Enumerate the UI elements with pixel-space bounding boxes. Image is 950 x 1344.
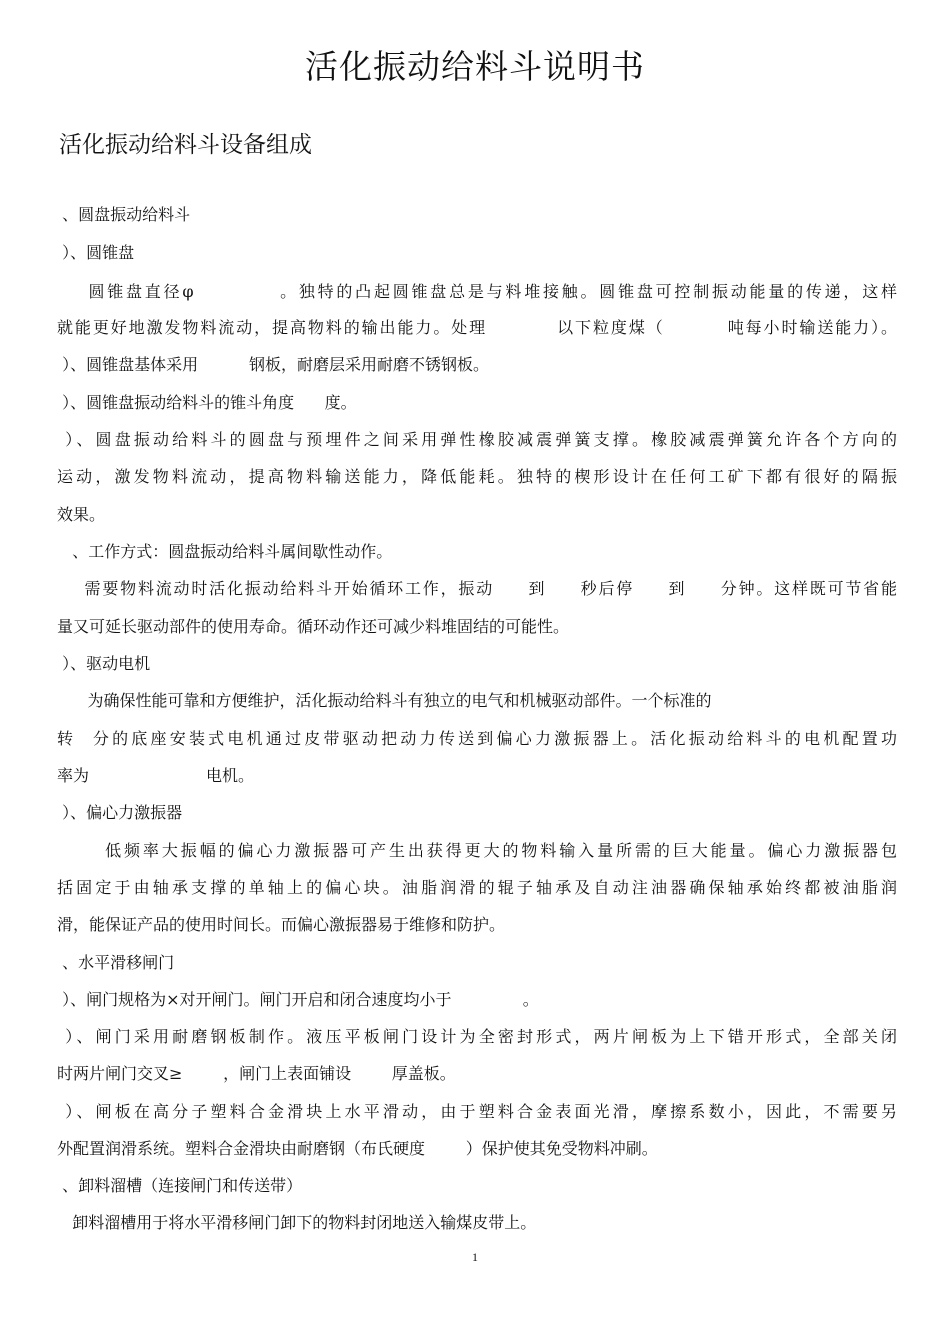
list-item: ）、偏心力激振器 [57,803,183,822]
paragraph-line: 转 分的底座安装式电机通过皮带驱动把动力传送到偏心力激振器上。活化振动给料斗的电机配置功 [57,729,897,748]
paragraph-line: 外配置润滑系统。塑料合金滑块由耐磨钢（布氏硬度 ）保护使其免受物料冲刷。 [57,1139,658,1158]
list-item: ）、圆锥盘 [57,243,135,262]
list-item: 、水平滑移闸门 [57,953,175,972]
page-number: 1 [472,1250,478,1264]
list-item: ）、圆锥盘振动给料斗的锥斗角度 度。 [57,393,357,412]
paragraph-line: 量又可延长驱动部件的使用寿命。循环动作还可减少料堆固结的可能性。 [57,617,570,636]
paragraph-line: 就能更好地激发物料流动，提高物料的输出能力。处理 以下粒度煤（ 吨每小时输送能力）。 [57,318,897,337]
paragraph-line: 率为 电机。 [57,766,254,785]
paragraph-line: ）、圆盘振动给料斗的圆盘与预埋件之间采用弹性橡胶减震弹簧支撑。橡胶减震弹簧允许各个方向的 [57,430,897,449]
paragraph-line: 卸料溜槽用于将水平滑移闸门卸下的物料封闭地送入输煤皮带上。 [57,1213,537,1232]
paragraph-line: 括固定于由轴承支撑的单轴上的偏心块。油脂润滑的辊子轴承及自动注油器确保轴承始终都被油脂润 [57,878,897,897]
list-item: ）、驱动电机 [57,654,151,673]
paragraph-line: 圆锥盘直径φ 。独特的凸起圆锥盘总是与料堆接触。圆锥盘可控制振动能量的传递，这样 [57,282,897,301]
paragraph-line: ）、闸板在高分子塑料合金滑块上水平滑动，由于塑料合金表面光滑，摩擦系数小，因此，不需要另 [57,1102,897,1121]
list-item: 、圆盘振动给料斗 [57,205,191,224]
paragraph-line: ）、闸门采用耐磨钢板制作。液压平板闸门设计为全密封形式，两片闸板为上下错开形式，全部关闭 [57,1027,897,1046]
paragraph-line: 低频率大振幅的偏心力激振器可产生出获得更大的物料输入量所需的巨大能量。偏心力激振器包 [57,841,897,860]
paragraph-line: 时两片闸门交叉≥ ，闸门上表面铺设 厚盖板。 [57,1064,456,1083]
paragraph-line: 效果。 [57,505,106,524]
section-heading: 活化振动给料斗设备组成 [59,132,312,158]
list-item: ）、圆锥盘基体采用 钢板，耐磨层采用耐磨不锈钢板。 [57,355,489,374]
document-title: 活化振动给料斗说明书 [305,47,645,86]
list-item: 、工作方式：圆盘振动给料斗属间歇性动作。 [57,542,393,561]
list-item: ）、闸门规格为×对开闸门。闸门开启和闭合速度均小于 。 [57,990,539,1009]
list-item: 、卸料溜槽（连接闸门和传送带） [57,1176,303,1195]
paragraph-line: 运动，激发物料流动，提高物料输送能力，降低能耗。独特的楔形设计在任何工矿下都有很好的隔振 [57,467,897,486]
paragraph-line: 滑，能保证产品的使用时间长。而偏心激振器易于维修和防护。 [57,915,506,934]
paragraph-line: 需要物料流动时活化振动给料斗开始循环工作，振动 到 秒后停 到 分钟。这样既可节省能 [57,579,897,598]
paragraph-line: 为确保性能可靠和方便维护，活化振动给料斗有独立的电气和机械驱动部件。一个标准的 [57,691,712,710]
